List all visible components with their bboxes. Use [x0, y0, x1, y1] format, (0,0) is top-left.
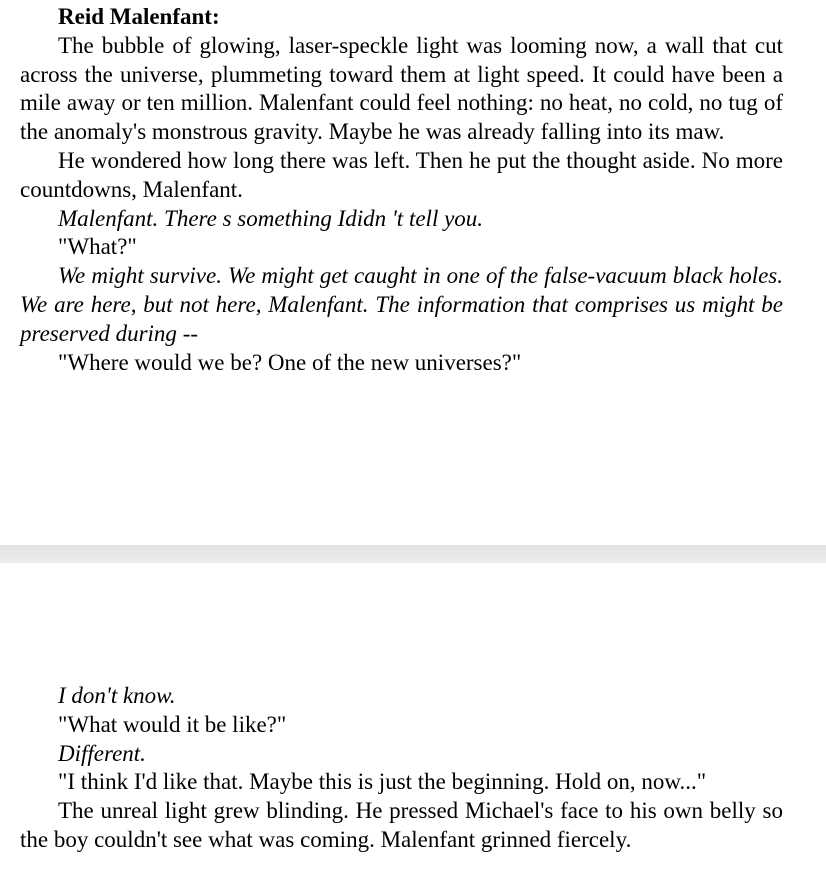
paragraph-might-survive [20, 262, 783, 348]
paragraph-what-like: "What would it be like?" [58, 711, 287, 737]
speaker-name: Reid Malenfant: [58, 4, 220, 29]
paragraph-beginning: "I think I'd like that. Maybe this is just the beginning. Hold on, now..." [58, 769, 707, 795]
paragraph-dont-know: I don't know. [58, 683, 176, 708]
paragraph-something-untold: Malenfant. There s something Ididn 't tell you. [58, 205, 484, 231]
page-divider [0, 545, 826, 563]
paragraph-what: "What?" [58, 234, 137, 260]
paragraph-different: Different. [58, 740, 146, 766]
page-top [20, 3, 783, 377]
paragraph-countdowns: He wondered how long there was left. Then he put the thought aside. No more countdowns, Malenfant. [20, 147, 783, 202]
might-survive-text: We might survive. We might get caught in one of the false-vacuum black holes. We are here, but not here, Malenfant. The information that comprises us might be preserved during [20, 263, 783, 346]
paragraph-new-universes: "Where would we be? One of the new universes?" [58, 349, 522, 375]
dash-mark: -- [182, 320, 199, 346]
paragraph-blinding-light: The unreal light grew blinding. He pressed Michael's face to his own belly so the boy couldn't see what was coming. Malenfant grinned fiercely. [20, 798, 783, 852]
page-bottom [20, 682, 783, 855]
paragraph-bubble-light: The bubble of glowing, laser-speckle light was looming now, a wall that cut across the universe, plummeting toward them at light speed. It could have been a mile away or ten million. Malenfant could feel nothing: no heat, no cold, no tug of the anomaly's monstrous gravity. Maybe he was already falling into its maw. [20, 32, 783, 145]
